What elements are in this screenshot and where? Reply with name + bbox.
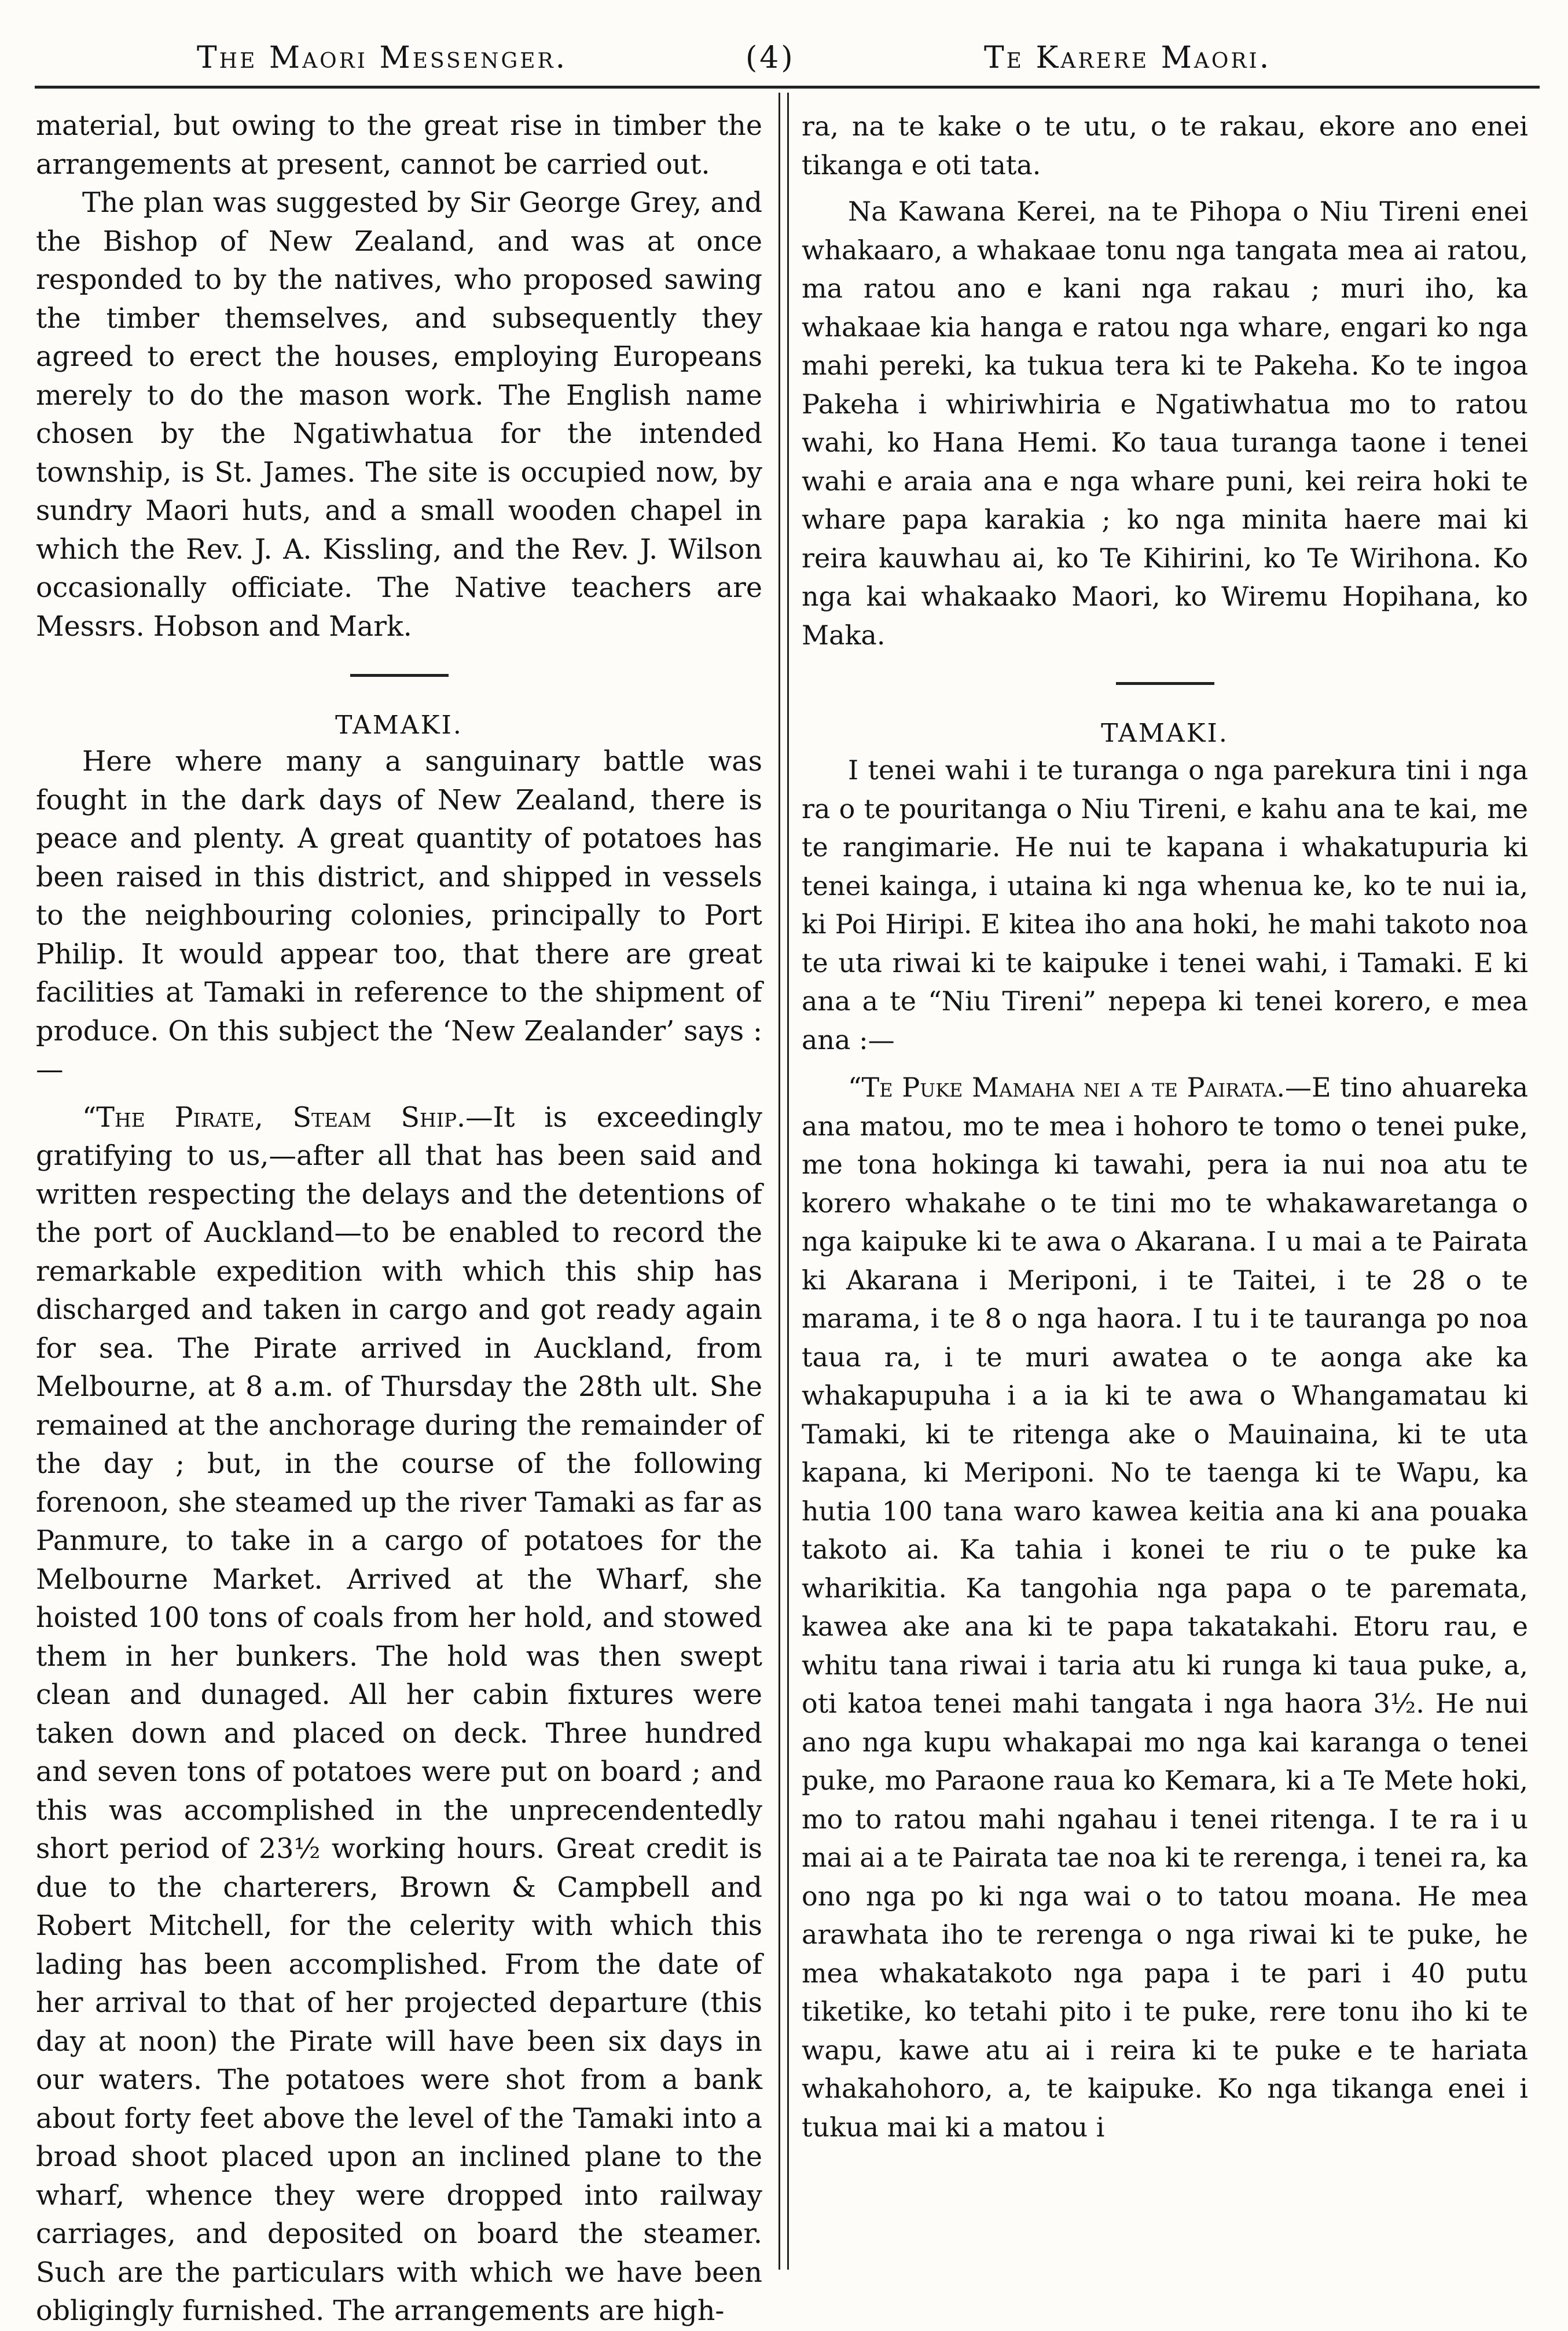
masthead-english: The Maori Messenger. — [197, 41, 568, 75]
maori-quote-body: —E tino ahuareka ana matou, mo te mea i hohoro te tomo o tenei puke, me tona hokinga ki tawahi, pera ia nui noa atu te korero whakahe o te tini mo te whakawaretanga o nga kaipuke ki te awa o Akarana. I u mai a te Pairata ki Akarana i Meriponi, i te Taitei, i te 28 o te marama, i te 8 o nga haora. I tu i te tauranga po noa taua ra, i te muri awatea o te aonga ake ka whakapupuha i a ia ki te awa o Whangamatau ki Tamaki, ki te ritenga ake o Mauinaina, ki te uta kapana, ki Meriponi. No te taenga ki te Wapu, ka hutia 100 tana waro kawea keitia ana ki ana pouaka takoto ai. Ka tahia i konei te riu o te puke ka wharikitia. Ka tangohia nga papa o te paremata, kawea ake ana ki te papa takatakahi. Etoru rau, e whitu tana riwai i taria atu ki runga ki taua puke, a, oti katoa tenei mahi tangata i nga haora 3½. He nui ano nga kupu whakapai mo nga kai karanga o tenei puke, mo Paraone raua ko Kemara, ki a Te Mete hoki, mo to ratou mahi ngahau i tenei ritenga. I te ra i u mai ai a te Pairata tae noa ki te rerenga, i tenei ra, ka ono nga po ki nga wai o to tatou moana. He mea arawhata iho te rerenga o nga riwai ki te puke, he mea whakatakoto nga papa i te pari i 40 putu tiketike, ko tetahi pito i te puke, rere tonu iho ki te wapu, kawe atu ai i reira ki te puke e te hariata whakahohoro, a, te kaipuke. Ko nga tikanga enei i tukua mai ki a matou i — [802, 1072, 1528, 2143]
english-tamaki-paragraph: Here where many a sanguinary battle was fought in the dark days of New Zealand, there is peace and plenty. A great quantity of potatoes has been raised in this district, and shipped in vessels to the neighbouring colonies, principally to Port Philip. It would appear too, that there are great facilities at Tamaki in reference to the shipment of produce. On this subject the ‘New Zealander’ says :— — [36, 746, 762, 1086]
header-rule — [35, 86, 1540, 89]
english-quote-body: —It is exceedingly gratifying to us,—after all that has been said and written respecting the delays and the detentions of the port of Auckland—to be enabled to record the remarkable expedition with which this ship has discharged and taken in cargo and got ready again for sea. The Pirate arrived in Auckland, from Melbourne, at 8 a.m. of Thursday the 28th ult. She remained at the anchorage during the remainder of the day ; but, in the course of the following forenoon, she steamed up the river Tamaki as far as Panmure, to take in a cargo of potatoes for the Melbourne Market. Arrived at the Wharf, she hoisted 100 tons of coals from her hold, and stowed them in her bunkers. The hold was then swept clean and dunaged. All her cabin fixtures were taken down and placed on deck. Three hundred and seven tons of potatoes were put on board ; and this was accomplished in the unprecendentedly short period of 23½ working hours. Great credit is due to the charterers, Brown & Campbell and Robert Mitchell, for the celerity with which this lading has been accomplished. From the date of her arrival to that of her projected departure (this day at noon) the Pirate will have been six days in our waters. The potatoes were shot from a bank about forty feet above the level of the Tamaki into a broad shoot placed upon an inclined plane to the wharf, whence they were dropped into railway carriages, and deposited on board the steamer. Such are the particulars with which we have been obligingly furnished. The arrangements are high- — [36, 1101, 762, 2327]
english-intro-paragraph: material, but owing to the great rise in timber the arrangements at present, cannot be carried out. — [36, 110, 762, 181]
maori-plan-paragraph: Na Kawana Kerei, na te Pihopa o Niu Tireni enei whakaaro, a whakaae tonu nga tangata mea ai ratou, ma ratou ano e kani nga rakau ; muri iho, ka whakaae kia hanga e ratou nga whare, engari ko nga mahi pereki, ka tukua tera ki te Pakeha. Ko te ingoa Pakeha i whiriwhiria e Ngatiwhatua mo to ratou wahi, ko Hana Hemi. Ko taua turanga taone i tenei wahi e araia ana e nga whare puni, kei reira hoki te whare papa karakia ; ko nga minita haere mai ki reira kauwhau ai, ko Te Kihirini, ko Te Wirihona. Ko nga kai whakaako Maori, ko Wiremu Hopihana, ko Maka. — [802, 196, 1528, 651]
english-quote-title: “The Pirate, Steam Ship. — [82, 1101, 466, 1134]
maori-quote-paragraph — [802, 1068, 1528, 2146]
page-number: (4) — [746, 41, 795, 75]
english-plan-paragraph: The plan was suggested by Sir George Grey, and the Bishop of New Zealand, and was at once responded to by the natives, who proposed sawing the timber themselves, and subsequently they agreed to erect the houses, employing Europeans merely to do the mason work. The English name chosen by the Ngatiwhatua for the intended township, is St. James. The site is occupied now, by sundry Maori huts, and a small wooden chapel in which the Rev. J. A. Kissling, and the Rev. J. Wilson occasionally officiate. The Native teachers are Messrs. Hobson and Mark. — [36, 187, 762, 643]
maori-tamaki-paragraph: I tenei wahi i te turanga o nga parekura tini i nga ra o te pouritanga o Niu Tireni, e kahu ana te kai, me te rangimarie. He nui te kapana i whakatupuria ki tenei kainga, i utaina ki nga whenua ke, ko te nui ia, ki Poi Hiripi. E kitea iho ana hoki, he mahi takoto noa te uta riwai ki te kaipuke i tenei wahi, i Tamaki. E ki ana a te “Niu Tireni” nepepa ki tenei korero, e mea ana :— — [802, 754, 1528, 1055]
column-divider — [779, 93, 789, 2270]
maori-intro-paragraph: ra, na te kake o te utu, o te rakau, ekore ano enei tikanga e oti tata. — [802, 111, 1528, 181]
english-column — [36, 107, 762, 2327]
english-section-heading: TAMAKI. — [335, 710, 463, 740]
maori-quote-title: “Te Puke Mamaha nei a te Pairata. — [848, 1072, 1285, 1103]
page-header — [0, 0, 1568, 81]
english-quote-paragraph — [36, 1099, 762, 2331]
maori-column — [802, 107, 1528, 2273]
masthead-maori: Te Karere Maori. — [984, 41, 1272, 75]
maori-section-heading: TAMAKI. — [1101, 719, 1229, 748]
